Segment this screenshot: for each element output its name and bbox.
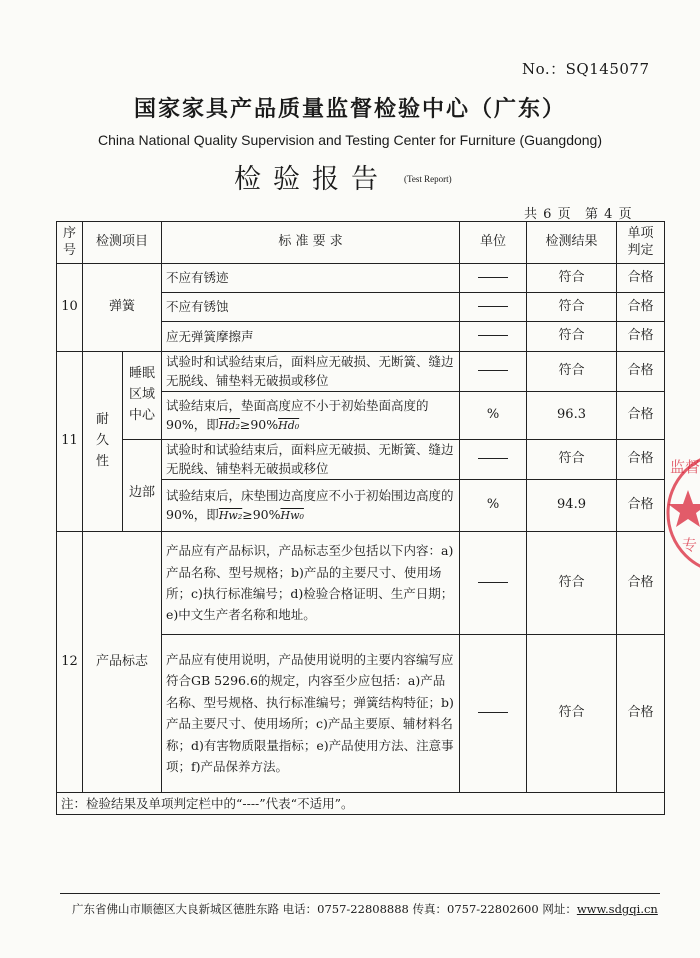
unit-cell: [460, 531, 527, 634]
institution-title: 国家家具产品质量监督检验中心（广东）: [133, 96, 566, 122]
footer-contact: [72, 901, 658, 917]
footer-tel: 0757-22808888: [317, 902, 409, 916]
unit-cell: [460, 322, 527, 352]
table-note: 注：检验结果及单项判定栏中的“----”代表“不适用”。: [57, 792, 665, 814]
test-results-table: [56, 221, 665, 815]
requirement-cell: 应无弹簧摩擦声: [162, 322, 460, 352]
table-row: [57, 531, 665, 634]
requirement-cell: 不应有锈迹: [162, 264, 460, 293]
footer-fax: 0757-22802600: [447, 902, 539, 916]
dash-mark: [478, 458, 508, 459]
result-cell: 符合: [527, 531, 617, 634]
dash-mark: [478, 582, 508, 583]
requirement-cell: 试验时和试验结束后，面料应无破损、无断簧、缝边无脱线、铺垫料无破损或移位: [162, 352, 460, 392]
result-cell: 94.9: [527, 479, 617, 531]
stamp-text-bottom: 专: [682, 536, 698, 554]
header-item: 检测项目: [83, 222, 162, 264]
institution-title-en: China National Quality Supervision and Testing Center for Furniture (Guangdong): [97, 132, 603, 148]
requirement-cell: 试验时和试验结束后，面料应无破损、无断簧、缝边无脱线、铺垫料无破损或移位: [162, 439, 460, 479]
header-requirement: 标 准 要 求: [162, 222, 460, 264]
unit-cell: [460, 264, 527, 293]
footer-web: www.sdgqi.cn: [576, 902, 658, 916]
seq-cell: 11: [57, 352, 83, 532]
unit-cell: [460, 293, 527, 322]
requirement-cell: 试验结束后，垫面高度应不小于初始垫面高度的90%，即Hd₂≥90%Hd₀: [162, 391, 460, 439]
dash-mark: [478, 335, 508, 336]
verdict-cell: 合格: [617, 479, 665, 531]
dash-mark: [478, 277, 508, 278]
verdict-cell: 合格: [617, 293, 665, 322]
footer-divider: [60, 893, 660, 894]
dash-mark: [478, 712, 508, 713]
document-type-en: (Test Report): [404, 174, 452, 184]
dash-mark: [478, 306, 508, 307]
seq-cell: 10: [57, 264, 83, 352]
result-cell: 符合: [527, 352, 617, 392]
formula-symbol: Hd₂: [218, 419, 240, 433]
footer-fax-label: 传真：: [412, 902, 447, 916]
requirement-cell: 产品应有使用说明，产品使用说明的主要内容编写应符合GB 5296.6的规定，内容至少应包括：a)产品名称、型号规格、执行标准编号；弹簧结构特征；b)产品主要尺寸、使用场所；c)产品主要原、辅材料名称；d)有害物质限量指标；e)产品使用方法、注意事项；f)产品保养方法。: [162, 634, 460, 792]
stamp-star-icon: [668, 490, 700, 527]
report-number: No.：SQ145077: [522, 60, 650, 78]
header-seq: 序号: [57, 222, 83, 264]
verdict-cell: 合格: [617, 322, 665, 352]
footer-web-label: 网址：: [542, 902, 577, 916]
unit-cell: %: [460, 479, 527, 531]
requirement-cell: 产品应有产品标识，产品标志至少包括以下内容：a)产品名称、型号规格；b)产品的主要尺寸、使用场所；c)执行标准编号；d)检验合格证明、生产日期；e)中文生产者名称和地址。: [162, 531, 460, 634]
header-unit: 单位: [460, 222, 527, 264]
dash-mark: [478, 370, 508, 371]
verdict-cell: 合格: [617, 264, 665, 293]
stamp-text-top: 监督: [670, 458, 700, 476]
formula-symbol: Hw₂: [218, 509, 243, 523]
item-cell: 产品标志: [83, 531, 162, 792]
footer-tel-label: 电话：: [282, 902, 318, 916]
verdict-cell: 合格: [617, 634, 665, 792]
verdict-cell: 合格: [617, 439, 665, 479]
result-cell: 符合: [527, 322, 617, 352]
requirement-cell: 试验结束后，床垫围边高度应不小于初始围边高度的90%，即Hw₂≥90%Hw₀: [162, 479, 460, 531]
item-cell: 弹簧: [83, 264, 162, 352]
result-cell: 符合: [527, 634, 617, 792]
unit-cell: [460, 634, 527, 792]
item-cell: 耐久性: [83, 352, 123, 532]
seq-cell: 12: [57, 531, 83, 792]
table-header-row: [57, 222, 665, 264]
table-row: [57, 352, 665, 392]
official-stamp: [666, 438, 700, 588]
subitem-cell: 边部: [123, 439, 162, 531]
unit-cell: %: [460, 391, 527, 439]
table-row: [57, 439, 665, 479]
verdict-cell: 合格: [617, 531, 665, 634]
result-cell: 96.3: [527, 391, 617, 439]
footer-address: 广东省佛山市顺德区大良新城区德胜东路: [72, 902, 279, 916]
requirement-cell: 不应有锈蚀: [162, 293, 460, 322]
note-row: [57, 792, 665, 814]
header-verdict: 单项判定: [617, 222, 665, 264]
result-cell: 符合: [527, 264, 617, 293]
unit-cell: [460, 352, 527, 392]
result-cell: 符合: [527, 439, 617, 479]
unit-cell: [460, 439, 527, 479]
formula-symbol: Hw₀: [280, 509, 304, 523]
result-cell: 符合: [527, 293, 617, 322]
verdict-cell: 合格: [617, 352, 665, 392]
page-info: 共 6 页 第 4 页: [524, 207, 632, 222]
table-row: [57, 264, 665, 293]
verdict-cell: 合格: [617, 391, 665, 439]
document-type: 检验报告: [234, 164, 390, 195]
header-result: 检测结果: [527, 222, 617, 264]
formula-symbol: Hd₀: [278, 419, 300, 433]
subitem-cell: 睡眠区域中心: [123, 352, 162, 440]
